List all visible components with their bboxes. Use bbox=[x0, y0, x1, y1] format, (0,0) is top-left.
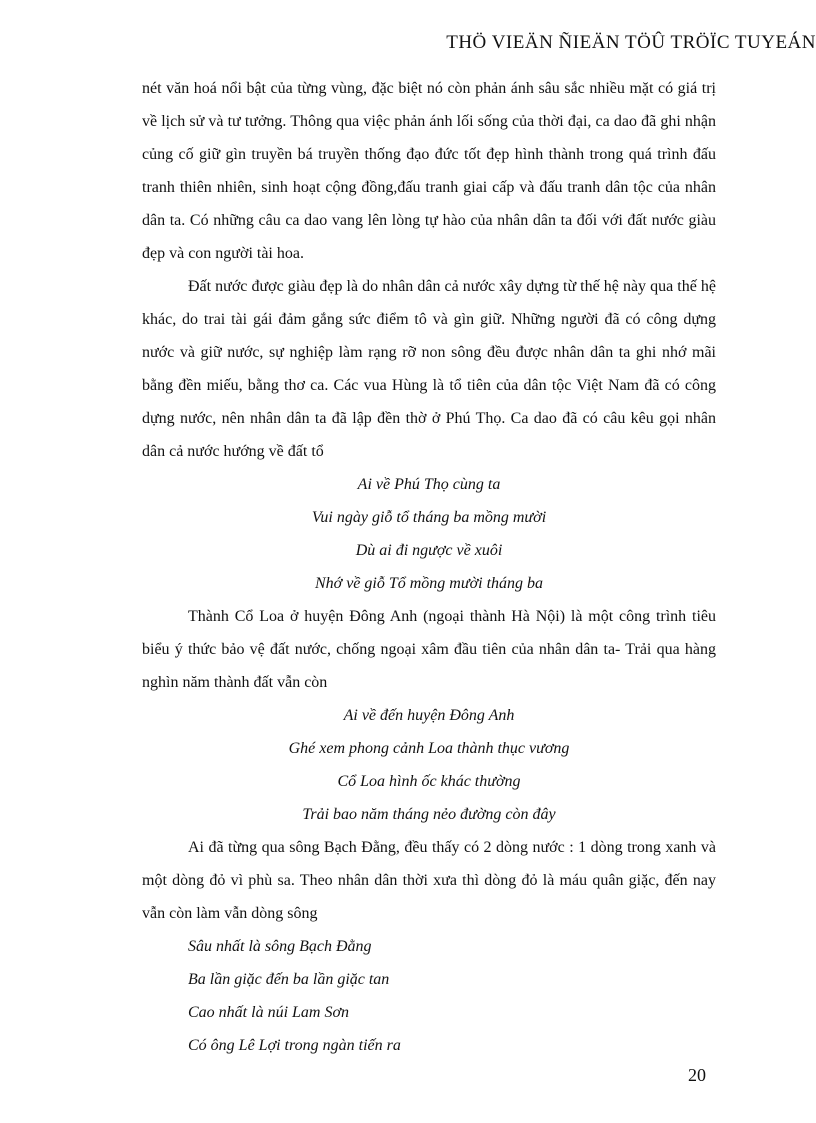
page-header: THÖ VIEÄN ÑIEÄN TÖÛ TRÖÏC TUYEÁN bbox=[446, 32, 816, 53]
document-body bbox=[142, 72, 716, 1062]
paragraph-co-loa: Thành Cổ Loa ở huyện Đông Anh (ngoại thành Hà Nội) là một công trình tiêu biểu ý thức bảo vệ đất nước, chống ngoại xâm đầu tiên của nhân dân ta- Trải qua hàng nghìn năm thành đất vẫn còn bbox=[142, 608, 716, 691]
verse-line: Sâu nhất là sông Bạch Đằng bbox=[188, 938, 372, 955]
verse-line: Ghé xem phong cảnh Loa thành thục vương bbox=[288, 740, 570, 757]
verse-line: Vui ngày giỗ tổ tháng ba mồng mười bbox=[311, 509, 547, 526]
verse-line: Dù ai đi ngược về xuôi bbox=[355, 542, 503, 559]
verse-bach-dang bbox=[142, 930, 716, 1062]
verse-line: Cổ Loa hình ốc khác thường bbox=[337, 773, 521, 790]
verse-line: Cao nhất là núi Lam Sơn bbox=[188, 1004, 349, 1021]
paragraph-hung-kings: Đất nước được giàu đẹp là do nhân dân cả nước xây dựng từ thế hệ này qua thế hệ khác, do trai tài gái đảm gắng sức điểm tô và gìn giữ. Những người đã có công dựng nước và giữ nước, sự nghiệp làm rạng rỡ non sông đều được nhân dân ta ghi nhớ mãi bằng đền miếu, bằng thơ ca. Các vua Hùng là tổ tiên của dân tộc Việt Nam đã có công dựng nước, nên nhân dân ta đã lập đền thờ ở Phú Thọ. Ca dao đã có câu kêu gọi nhân dân cả nước hướng về đất tổ bbox=[142, 278, 716, 460]
page-number: 20 bbox=[688, 1065, 706, 1085]
paragraph-bach-dang: Ai đã từng qua sông Bạch Đằng, đều thấy có 2 dòng nước : 1 dòng trong xanh và một dòng đỏ vì phù sa. Theo nhân dân thời xưa thì dòng đỏ là máu quân giặc, đến nay vẫn còn làm vẫn dòng sông bbox=[142, 839, 716, 922]
verse-line: Ba lần giặc đến ba lần giặc tan bbox=[188, 971, 390, 988]
verse-line: Nhớ về giỗ Tổ mồng mười tháng ba bbox=[314, 575, 544, 592]
verse-line: Có ông Lê Lợi trong ngàn tiến ra bbox=[188, 1037, 401, 1054]
verse-line: Trải bao năm tháng nẻo đường còn đây bbox=[302, 806, 556, 823]
paragraph-intro: nét văn hoá nổi bật của từng vùng, đặc biệt nó còn phản ánh sâu sắc nhiều mặt có giá trị về lịch sử và tư tưởng. Thông qua việc phản ánh lối sống của thời đại, ca dao đã ghi nhận củng cố giữ gìn truyền bá truyền thống đạo đức tốt đẹp hình thành trong quá trình đấu tranh thiên nhiên, sinh hoạt cộng đồng,đấu tranh giai cấp và đấu tranh dân tộc của nhân dân ta. Có những câu ca dao vang lên lòng tự hào của nhân dân ta đối với đất nước giàu đẹp và con người tài hoa. bbox=[142, 80, 716, 262]
verse-line: Ai về Phú Thọ cùng ta bbox=[357, 476, 501, 493]
verse-phu-tho bbox=[142, 468, 716, 600]
verse-dong-anh bbox=[142, 699, 716, 831]
verse-line: Ai về đến huyện Đông Anh bbox=[343, 707, 515, 724]
